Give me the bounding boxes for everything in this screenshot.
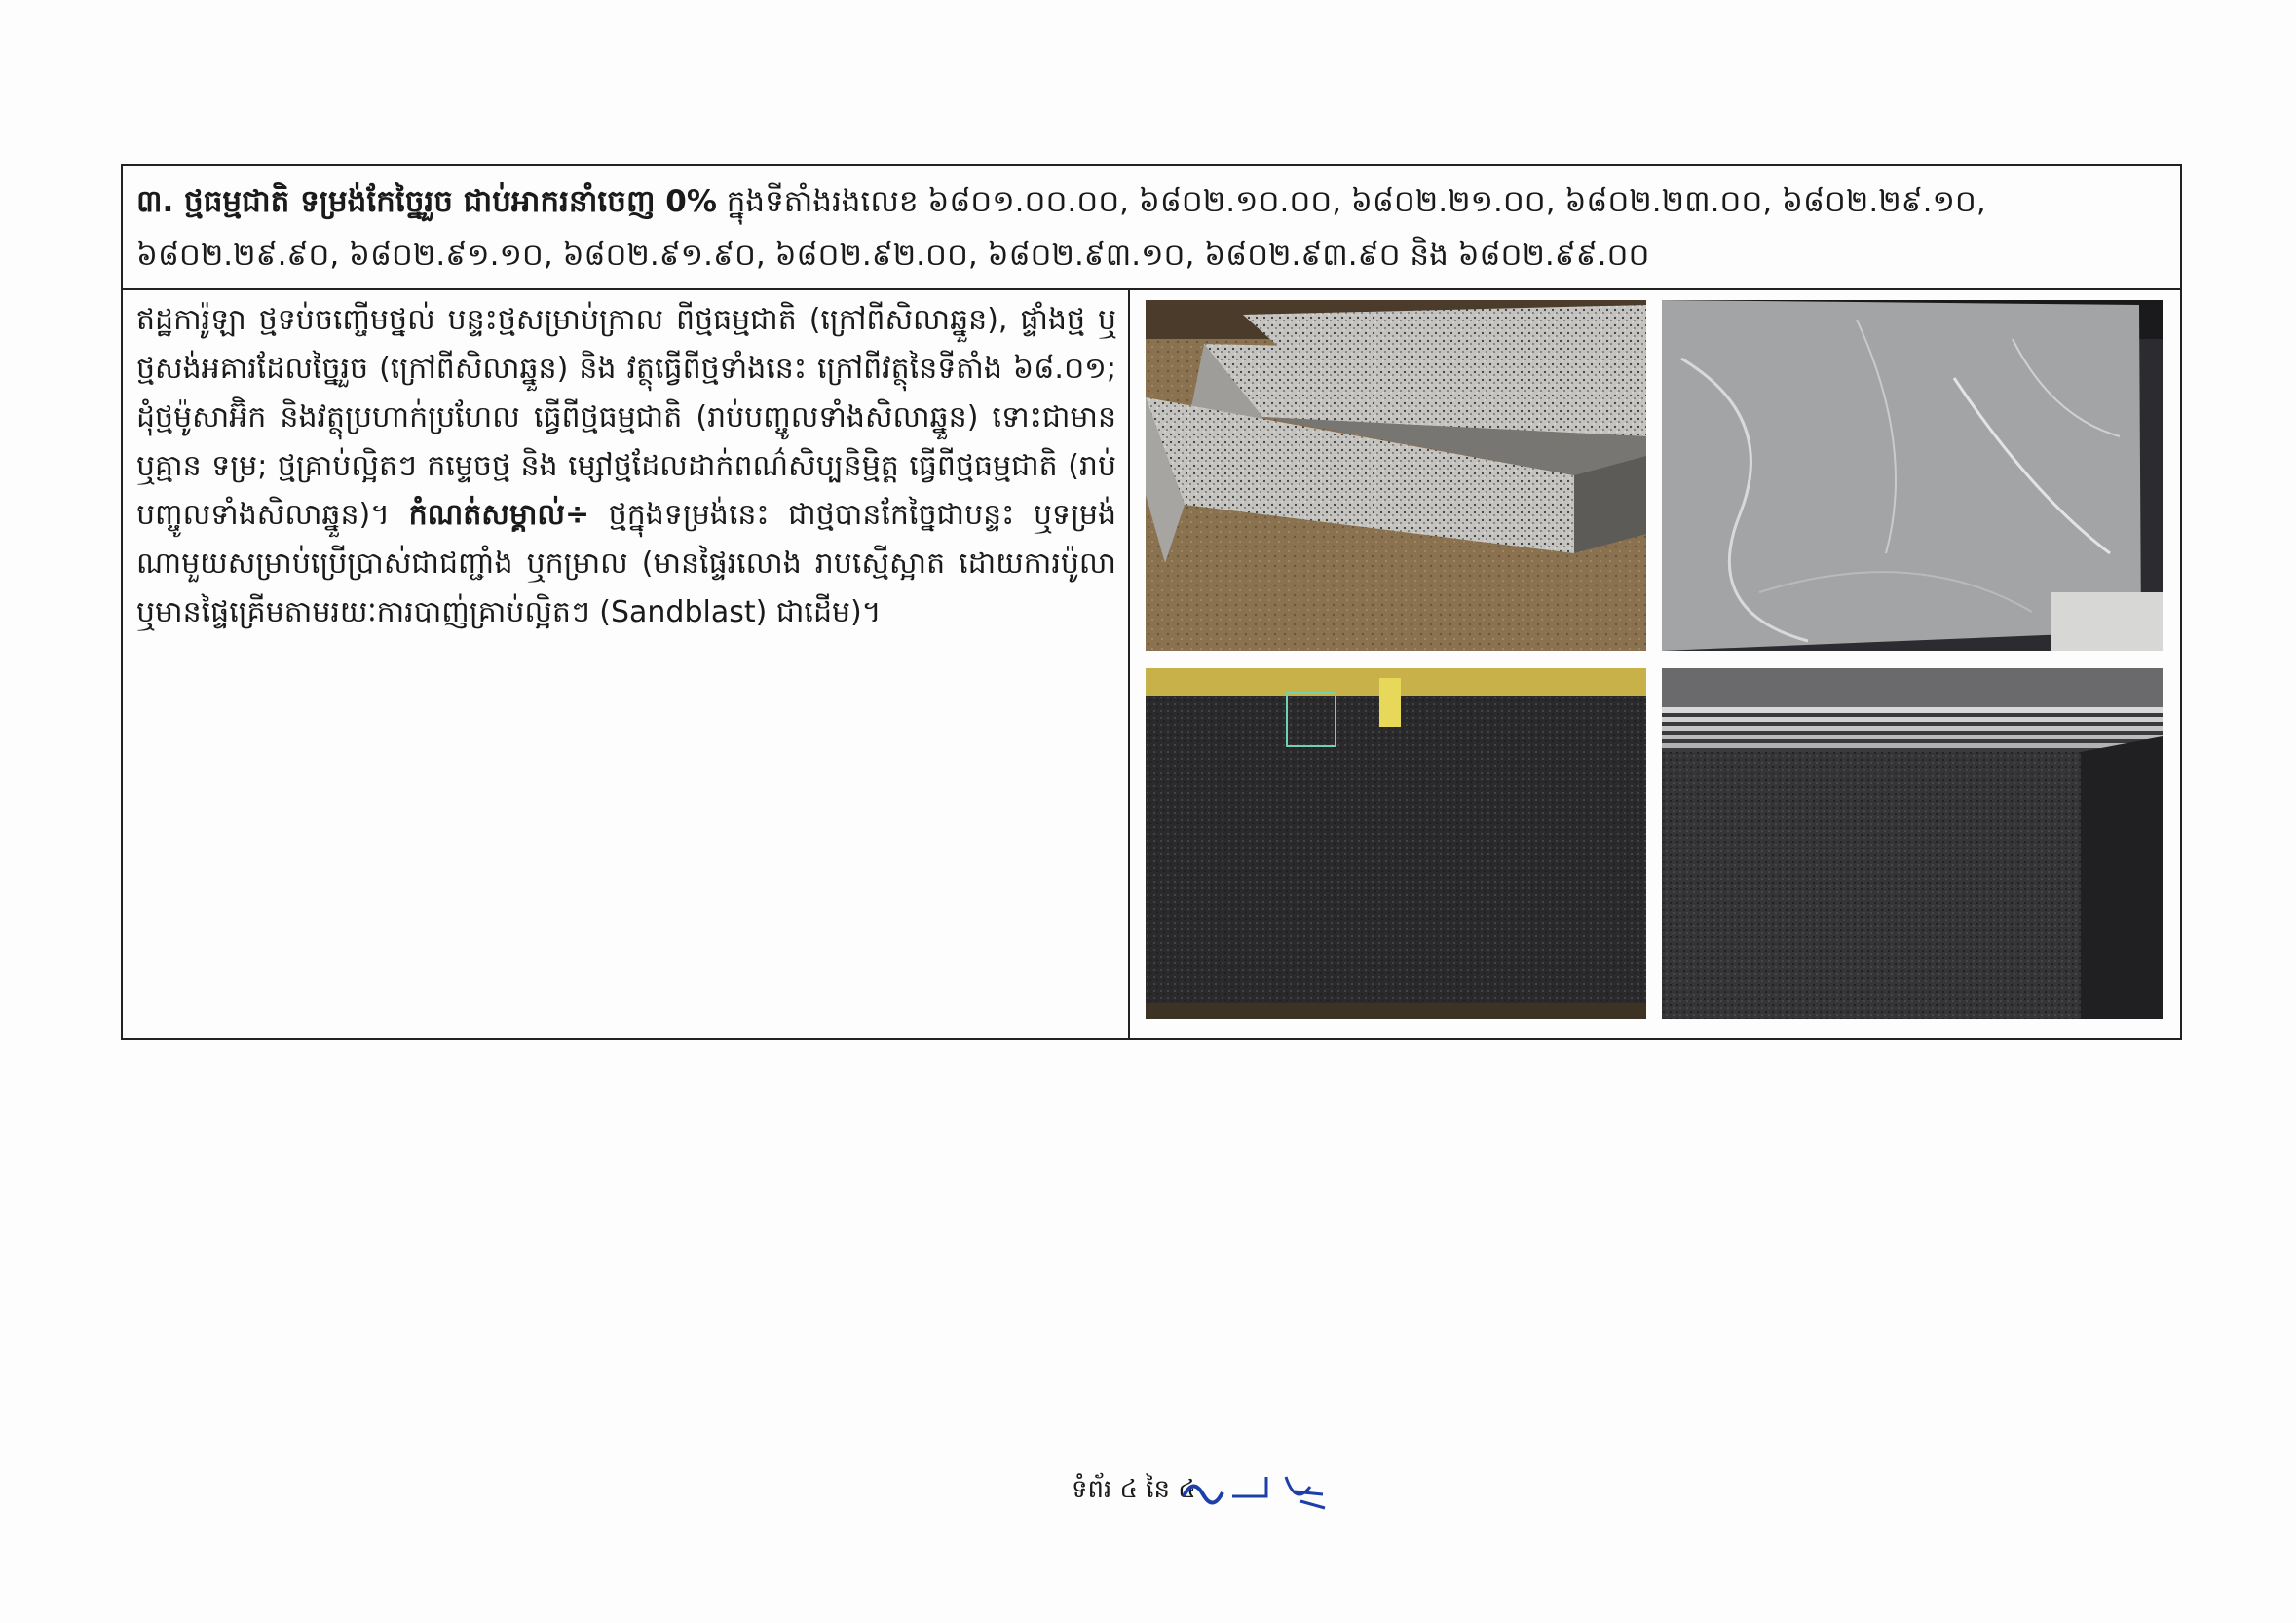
note-label: កំណត់សម្គាល់÷ xyxy=(408,498,590,532)
marble-slab-photo xyxy=(1662,300,2163,651)
page-number: ទំព័រ ៤ នៃ ៤ xyxy=(1072,1475,1196,1504)
product-table xyxy=(121,164,2182,1040)
note-text: ថ្មក្នុងទម្រង់នេះ ជាថ្មបានកែច្នៃជាបន្ទះ ឬទម្រង់ណាមួយសម្រាប់ប្រើប្រាស់ជាជញ្ជាំង ឬកម្រាល (មានផ្ទៃរលោង រាបស្មើស្អាត ដោយការប៉ូលា ឬមានផ្ទៃគ្រើមតាមរយៈការបាញ់គ្រាប់ល្អិតៗ (Sandblast) ជាដើម)។ xyxy=(136,498,1116,629)
dark-granite-slab-photo xyxy=(1146,668,1646,1019)
description-cell xyxy=(123,290,1130,1040)
section-heading-bold: ៣. ថ្មធម្មជាតិ ទម្រង់កែច្នៃរួច ជាប់អាករនាំចេញ 0% xyxy=(136,184,717,219)
section-heading xyxy=(123,166,2180,290)
description-text: ឥដ្ឋការ៉ូឡា ថ្មទប់ចញ្ចើមថ្នល់ បន្ទះថ្មសម្រាប់ក្រាល ពីថ្មធម្មជាតិ (ក្រៅពីសិលាឆ្នួន), ផ្ទាំងថ្ម ឬ ថ្មសង់អគារដែលច្នៃរួច (ក្រៅពីសិលាឆ្នួន) និង វត្ថុធ្វើពីថ្មទាំងនេះ ក្រៅពីវត្ថុនៃទីតាំង ៦៨.០១; ដុំថ្មម៉ូសាអ៊ិក និងវត្ថុប្រហាក់ប្រហែល ធ្វើពីថ្មធម្មជាតិ (រាប់បញ្ចូលទាំងសិលាឆ្នួន) ទោះជាមាន ឬគ្មាន ទម្រ; ថ្មគ្រាប់ល្អិតៗ កម្ទេចថ្ម និង ម្សៅថ្មដែលដាក់ពណ៌សិប្បនិម្មិត្ត ធ្វើពីថ្មធម្មជាតិ (រាប់បញ្ចូលទាំងសិលាឆ្នួន)។ xyxy=(136,303,1116,532)
image-gallery xyxy=(1130,290,2182,1040)
section-heading-codes: ក្នុងទីតាំងរងលេខ ៦៨០១.០០.០០, ៦៨០២.១០.០០, ៦៨០២.២១.០០, ៦៨០២.២៣.០០, ៦៨០២.២៩.១០, ៦៨០២.២៩.៩០, ៦៨០២.៩១.១០, ៦៨០២.៩១.៩០, ៦៨០២.៩២.០០, ៦៨០២.៩៣.១០, ៦៨០២.៩៣.៩០ និង ៦៨០២.៩៩.០០ xyxy=(136,184,1986,273)
granite-curbstones-photo xyxy=(1146,300,1646,651)
stacked-granite-slabs-photo xyxy=(1662,668,2163,1019)
handwritten-signature xyxy=(1179,1467,1335,1516)
section-body xyxy=(123,290,2180,1040)
